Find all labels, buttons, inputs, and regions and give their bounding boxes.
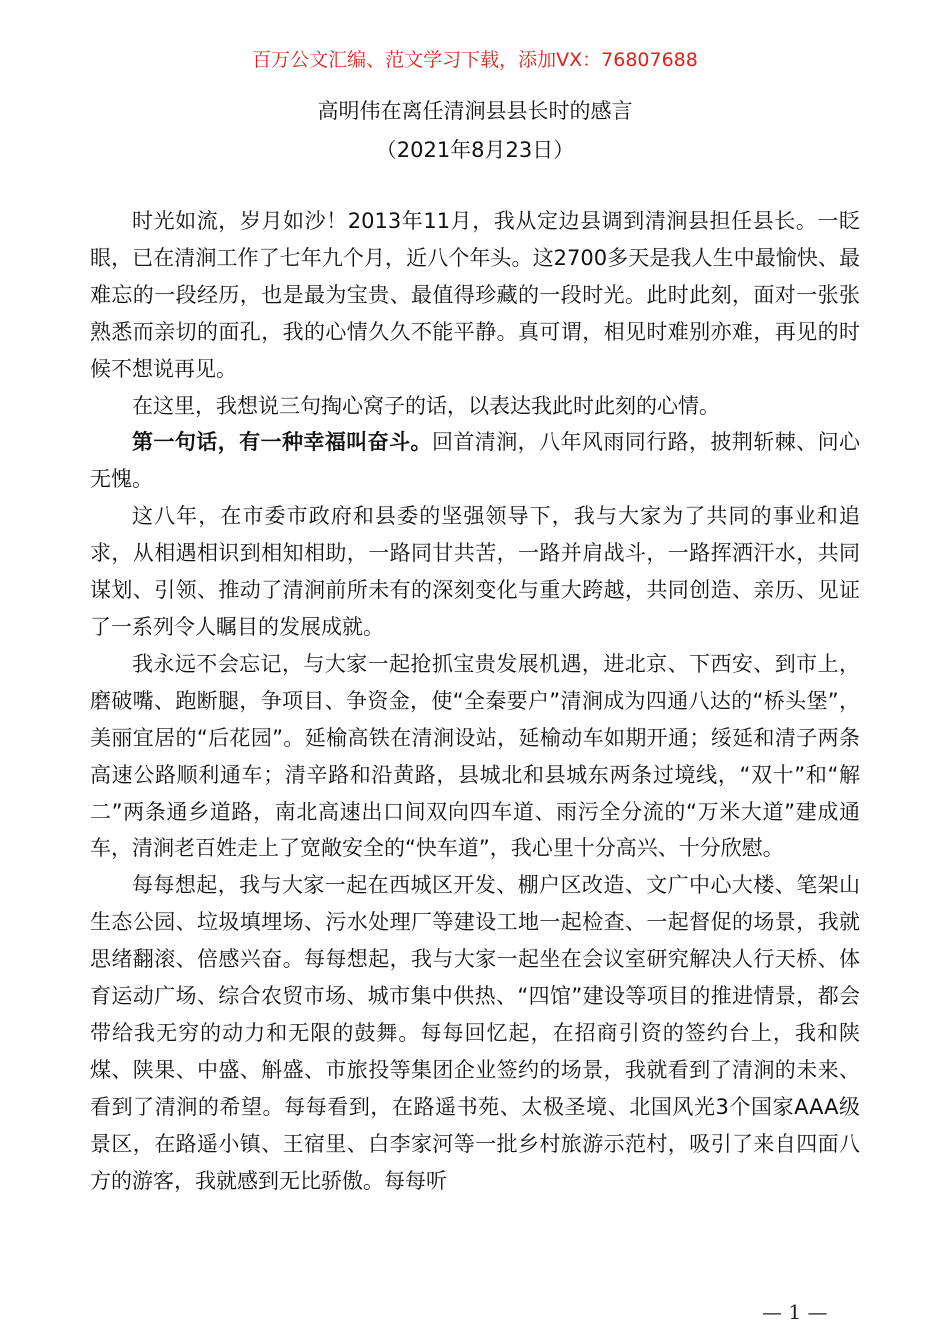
paragraph-text: 我永远不会忘记，与大家一起抢抓宝贵发展机遇，进北京、下西安、到市上，磨破嘴、跑断腿，争项目、争资金，使“全秦要户”清涧成为四通八达的“桥头堡”，美丽宜居的“后花园”。延榆高铁在清涧设站，延榆动车如期开通；绥延和清子两条高速公路顺利通车；清辛路和沿黄路，县城北和县城东两条过境线，“双十”和“解二”两条通乡道路，南北高速出口间双向四车道、雨污全分流的“万米大道”建成通车，清涧老百姓走上了宽敞安全的“快车道”，我心里十分高兴、十分欣慰。 xyxy=(90,651,860,861)
paragraph-text: 这八年，在市委市政府和县委的坚强领导下，我与大家为了共同的事业和追求，从相遇相识到相知相助，一路同甘共苦，一路并肩战斗，一路挥洒汗水，共同谋划、引领、推动了清涧前所未有的深刻变化与重大跨越，共同创造、亲历、见证了一系列令人瞩目的发展成就。 xyxy=(90,504,860,639)
paragraph-text: 在这里，我想说三句掏心窝子的话，以表达我此时此刻的心情。 xyxy=(132,393,720,418)
paragraph-text: 回首清涧，八年风雨同行路，披荆斩棘、问心无愧。 xyxy=(90,430,861,492)
document-title: 高明伟在离任清涧县县长时的感言 xyxy=(317,99,633,123)
paragraph-1 xyxy=(90,203,860,388)
paragraph-6 xyxy=(90,867,860,1199)
page-number: — 1 — xyxy=(762,1300,828,1324)
paragraph-text: 每每想起，我与大家一起在西城区开发、棚户区改造、文广中心大楼、笔架山生态公园、垃圾填埋场、污水处理厂等建设工地一起检查、一起督促的场景，我就思绪翻滚、倍感兴奋。每每想起，我与大家一起坐在会议室研究解决人行天桥、体育运动广场、综合农贸市场、城市集中供热、“四馆”建设等项目的推进情景，都会带给我无穷的动力和无限的鼓舞。每每回忆起，在招商引资的签约台上，我和陕煤、陕果、中盛、斛盛、市旅投等集团企业签约的场景，我就看到了清涧的未来、看到了清涧的希望。每每看到，在路遥书苑、太极圣境、北国风光3个国家AAA级景区，在路遥小镇、王宿里、白李家河等一批乡村旅游示范村，吸引了来自四面八方的游客，我就感到无比骄傲。每每听 xyxy=(90,873,860,1193)
paragraph-3 xyxy=(90,424,860,498)
paragraph-4 xyxy=(90,498,860,646)
paragraph-2 xyxy=(90,388,860,425)
document-date: （2021年8月23日） xyxy=(375,138,575,162)
paragraph-5 xyxy=(90,646,860,867)
header-notice: 百万公文汇编、范文学习下载，添加VX：76807688 xyxy=(252,49,698,71)
paragraph-lead: 第一句话，有一种幸福叫奋斗。 xyxy=(132,430,432,455)
document-body xyxy=(90,203,860,1199)
paragraph-text: 时光如流，岁月如沙！2013年11月，我从定边县调到清涧县担任县长。一眨眼，已在清涧工作了七年九个月，近八个年头。这2700多天是我人生中最愉快、最难忘的一段经历，也是最为宝贵、最值得珍藏的一段时光。此时此刻，面对一张张熟悉而亲切的面孔，我的心情久久不能平静。真可谓，相见时难别亦难，再见的时候不想说再见。 xyxy=(90,209,860,381)
